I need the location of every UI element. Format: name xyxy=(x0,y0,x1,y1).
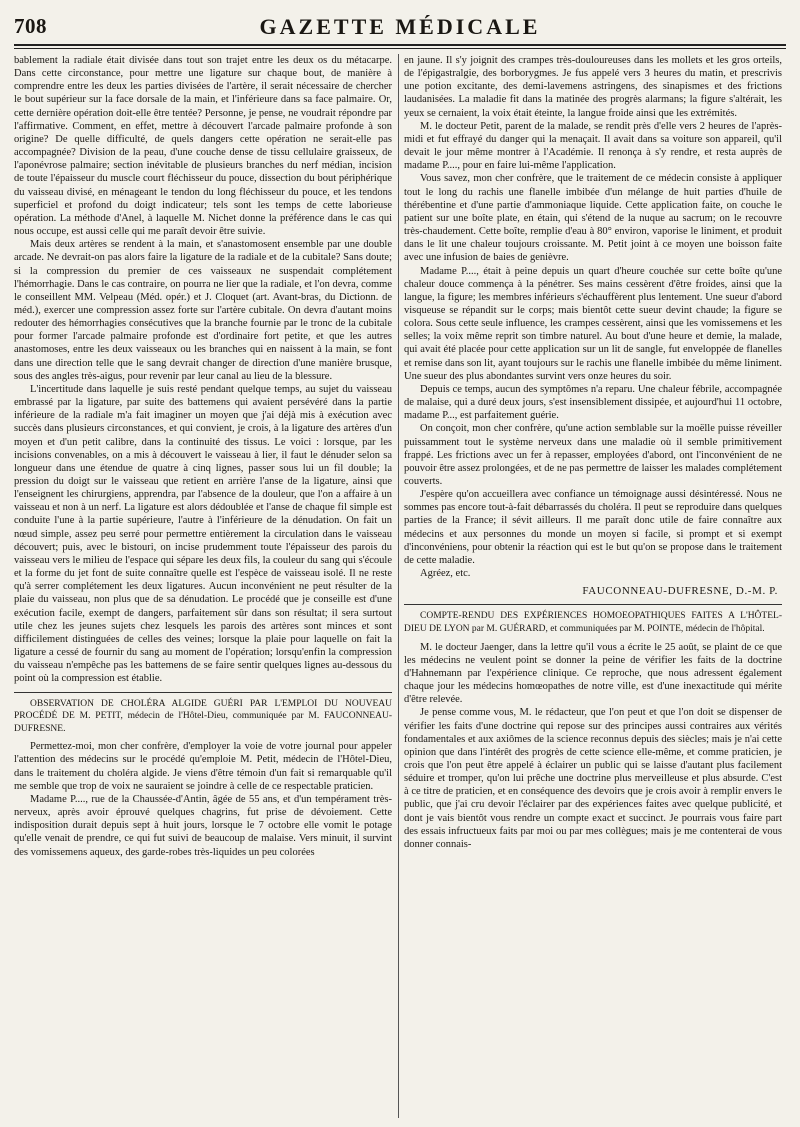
article-cholera xyxy=(14,692,392,736)
paragraph: bablement la radiale était divisée dans tout son trajet entre les deux os du métacarpe. Dans cette circonstance, pour mettre une ligature sur chaque bout, de manière à comprendre entre les deux les parties divisées de l'artère, il serait nécessaire de chercher le bout supérieur sur la face dorsale de la main, et l'inférieure dans sa face palmaire. Or, cette dernière opération doit-elle être tentée? Personne, je pense, ne voudrait répondre par l'affirmative. Comment, en effet, mettre à découvert l'arcade palmaire profonde à son origine? De quelle difficulté, de quels dangers cette opération ne serait-elle pas accompagnée? Division de la peau, d'une couche dense de tissu cellulaire graisseux, de l'aponévrose palmaire; section inévitable de plusieurs branches du nerf médian, incision de toute l'épaisseur du muscle court fléchisseur du pouce, dissection du bout périphérique du vaisseau divisé, en ménageant le tendon du long fléchisseur du pouce, et les tendons superficiel et profond du doigt indicateur; tels sont les temps de cette laborieuse opération. La méthode d'Anel, à laquelle M. Nichet donne la préférence dans le cas qui nous occupe, est aussi celle qui me paraît devoir être suivie. xyxy=(14,55,392,238)
paragraph: Je pense comme vous, M. le rédacteur, que l'on peut et que l'on doit se dispenser de vérifier les faits d'une doctrine qui repose sur des principes aussi contraires aux vérités fondamentales et aux axiômes de la science reconnus depuis des siècles; mais je n'ai cette opinion que dans l'intérêt des progrès de cette science elle-même, et comme praticien, je crois que l'on peut être appelé à éclairer un public qui se laisse d'autant plus facilement séduire et tromper, qu'on lui prêche une doctrine plus merveilleuse et plus absurde. C'est à ce titre de praticien, et en conséquence des devoirs que je crois avoir à remplir envers le public, que j'ai cru devoir l'éclairer par des expériences faites avec quelque publicité, et dont je vais bientôt vous rendre un compte exact et succinct. Je pourrais vous faire part des essais infructueux faits par moi ou par mes collègues; mais je me contenterai de vous donner connais- xyxy=(404,707,782,850)
paragraph: M. le docteur Petit, parent de la malade, se rendit près d'elle vers 2 heures de l'après-midi et fut effrayé du danger qui la menaçait. Il avait dans sa voiture son appareil, qu'il devait le jour même montrer à l'Académie. Il renonça à s'y rendre, et resta auprès de madame P...., pour en faire lui-même l'application. xyxy=(404,120,782,172)
journal-title: GAZETTE MÉDICALE xyxy=(259,14,541,39)
signature: FAUCONNEAU-DUFRESNE, D.-M. P. xyxy=(582,585,778,598)
header-rule xyxy=(14,44,786,46)
paragraph: L'incertitude dans laquelle je suis resté pendant quelque temps, au sujet du vaisseau embrassé par la ligature, par suite des battemens qui avaient persévéré dans la partie inférieure de la radiale m'a fait imaginer un moyen que j'ai déjà mis à exécution avec succès dans plusieurs circonstances, et qui convient, je crois, à la ligature des artères d'un moyen et d'un petit calibre, dans la continuité des tissus. Le voici : lorsque, par les incisions convenables, on a mis à découvert le vaisseau à lier, il faut le dénuder selon sa longueur dans une étendue de quatre à cinq lignes, passer sous lui un fil double; la pression du doigt sur le vaisseau que retient en arrière l'anse de la ligature, ainsi que l'enseignent les chirurgiens, apprendra, par l'absence de la douleur, que l'on a affaire à un vaisseau et non à un nerf. La ligature est alors dédoublée et l'anse de chaque fil simple est conduite l'une à la partie supérieure, l'autre à l'inférieure de la dénudation. On fait un nœud simple, assez peu serré pour permettre entièrement la circulation dans le vaisseau découvert; puis, avec le bistouri, on incise prudemment toute l'épaisseur des parois du vaisseau vers le milieu de l'espace qui sépare les deux fils, la couleur du sang qui s'écoule et la forme du jet font de suite connaître quelle est l'espèce de vaisseau isolé. Il ne reste qu'à serrer complétement les deux ligatures. Aucun inconvénient ne peut résulter de la plaie du vaisseau, non plus que de sa dénudation. Le procédé que je conseille est d'une exécution facile, exempt de dangers, parfaitement sûr dans son résultat; il sera surtout utile chez les jeunes sujets chez lesquels les parois des artères sont minces et sont difficilement distinguées de celles des veines; lorsque la plaie pour laquelle on fait la ligature a cessé de fournir du sang au moment de l'opération; lorsqu'enfin la compression du vaisseau n'empêche pas les battemens de se faire sentir quelques lignes au-dessous du point où la compression est établie. xyxy=(14,383,392,685)
paragraph: Mais deux artères se rendent à la main, et s'anastomosent ensemble par une double arcade. Ne devrait-on pas alors faire la ligature de la radiale et de la cubitale? Sans doute; si la compression du premier de ces vaisseaux ne suspendait complétement l'hémorrhagie. Dans le cas contraire, on pourra ne lier que la radiale, et l'on devra, comme le conseillent MM. Velpeau (Méd. opér.) et J. Cloquet (art. Avant-bras, du Dictionn. de méd.), exercer une compression assez forte sur l'artère cubitale. On devra d'autant moins redouter des hémorrhagies consécutives que la branche fournie par le tronc de la cubitale pour former l'arcade palmaire profonde est d'ordinaire fort petite, et que les autres anastomoses, entre les deux vaisseaux ou les branches qui en naissent à la main, se font dans une direction telle que le sang devrait changer de direction d'une manière brusque, sous des angles très-aigus, pour revenir par leur canal au lieu de la blessure. xyxy=(14,239,392,382)
page-number: 708 xyxy=(14,14,47,38)
paragraph: On conçoit, mon cher confrère, qu'une action semblable sur la moëlle puisse réveiller puissamment tout le système nerveux dans une maladie où il semble primitivement frappé. Les frictions avec un fer à repasser, employées d'abord, ont l'inconvénient de ne pouvoir être assez prolongées, et de ne pas permettre de laisser les malades complétement couverts. xyxy=(404,423,782,487)
column-divider xyxy=(398,54,399,1118)
paragraph: Permettez-moi, mon cher confrère, d'employer la voie de votre journal pour appeler l'attention des médecins sur le procédé qu'emploie M. Petit, médecin de l'Hôtel-Dieu, dans le traitement du choléra algide. Je viens d'être témoin d'un fait si remarquable qu'il me semble que trop de voix ne sauraient se joindre à celle de ce respectable praticien. xyxy=(14,741,392,792)
page-header xyxy=(14,14,786,44)
article-homeopathy xyxy=(404,604,782,635)
closing: Agréez, etc. xyxy=(420,568,471,580)
paragraph: Madame P...., était à peine depuis un quart d'heure couchée sur cette boîte qu'une chaleur douce commença à la pénétrer. Ses mains cessèrent d'être froides, ainsi que la langue, la figure; les membres inférieurs s'échauffèrent plus lentement. Une sueur d'abord visqueuse se répandit sur le corps; mais bientôt cette sueur devint chaude; la figure se colora. Sous cette seule influence, les crampes cessèrent, ainsi que les vomissemens et les selles; la voix même reprit son timbre naturel. Au bout d'une heure et demie, la malade, qui avait été placée pour cette application sur un lit de sangle, fut enveloppée de flanelles et remise dans son lit, ayant toujours sur le rachis une flanelle imbibée du même liniment. Une sueur des plus abondantes survint vers onze heures du soir. xyxy=(404,265,782,382)
paragraph: Madame P...., rue de la Chaussée-d'Antin, âgée de 55 ans, et d'un tempérament très-nerveux, après avoir éprouvé quelques chagrins, fut prise de dévoiement. Cette indisposition durait depuis sept à huit jours, lorsque le 7 octobre elle vomit le potage qu'elle venait de prendre, ce qui fut suivi de beaucoup de malaise. Vers minuit, il survint des vomissemens aqueux, des garde-robes très-liquides un peu colorées xyxy=(14,793,392,858)
header-rule-thin xyxy=(14,48,786,49)
paragraph: M. le docteur Jaenger, dans la lettre qu'il vous a écrite le 25 août, se plaint de ce que les médecins ne veulent point se donner la peine de vérifier les faits de la doctrine d'Hahnemann par l'expérience clinique. Ce reproche, que nous adressent également chaque jour les médecins homœopathes de notre ville, est d'une inexactitude qui mérite d'être relevée. xyxy=(404,641,782,706)
paragraph: J'espère qu'on accueillera avec confiance un témoignage aussi désintéressé. Nous ne sommes pas encore tout-à-fait débarrassés du choléra. Il peut se reproduire dans quelques parties de la France; il sévit ailleurs. Il me paraît donc utile de faire connaître aux médecins et aux personnes du monde un moyen si facile, si prompt et si exempt d'inconvéniens, pour obtenir la réaction qui est le but qu'on se propose dans le traitement de cette maladie. xyxy=(404,489,782,566)
right-column xyxy=(404,54,782,1118)
paragraph: Vous savez, mon cher confrère, que le traitement de ce médecin consiste à appliquer tout le long du rachis une flanelle imbibée d'un mélange de huit parties d'huile de thérébentine et d'une partie d'ammoniaque liquide. Cette application faite, on couche le patient sur une boîte plate, en étain, qui s'étend de la nuque au sacrum; on le recouvre très-chaudement. Cette boîte, remplie d'eau à 80° environ, vaporise le liniment, et produit dans le lit une chaleur toujours croissante. M. Petit joint à ce moyen une boisson faite avec une infusion de baies de genièvre. xyxy=(404,173,782,264)
paragraph: Depuis ce temps, aucun des symptômes n'a reparu. Une chaleur fébrile, accompagnée de malaise, qui a duré deux jours, s'est insensiblement dissipée, et aujourd'hui 11 octobre, madame P..., est parfaitement guérie. xyxy=(404,383,782,422)
article-title: COMPTE-RENDU DES EXPÉRIENCES HOMOEOPATHIQUES FAITES A L'HÔTEL-DIEU DE LYON par M. GUÉRARD, et communiquées par M. POINTE, médecin de l'hôpital. xyxy=(404,611,782,634)
paragraph: en jaune. Il s'y joignit des crampes très-douloureuses dans les mollets et les gros orteils, de l'épigastralgie, des borborygmes. Je fus appelé vers 3 heures du matin, et prescrivis une potion excitante, des demi-lavemens astringens, des sinapismes et des frictions laudanisées. La maladie fit dans la matinée des progrès alarmans; la figure s'altérait, les yeux se cernaient, la voix était éteinte, la langue froide ainsi que les extrémités. xyxy=(404,55,782,119)
article-title: OBSERVATION DE CHOLÉRA ALGIDE GUÉRI PAR L'EMPLOI DU NOUVEAU PROCÉDÉ DE M. PETIT, médecin de l'Hôtel-Dieu, communiquée par M. FAUCONNEAU-DUFRESNE. xyxy=(14,698,392,734)
left-column xyxy=(14,54,392,1118)
